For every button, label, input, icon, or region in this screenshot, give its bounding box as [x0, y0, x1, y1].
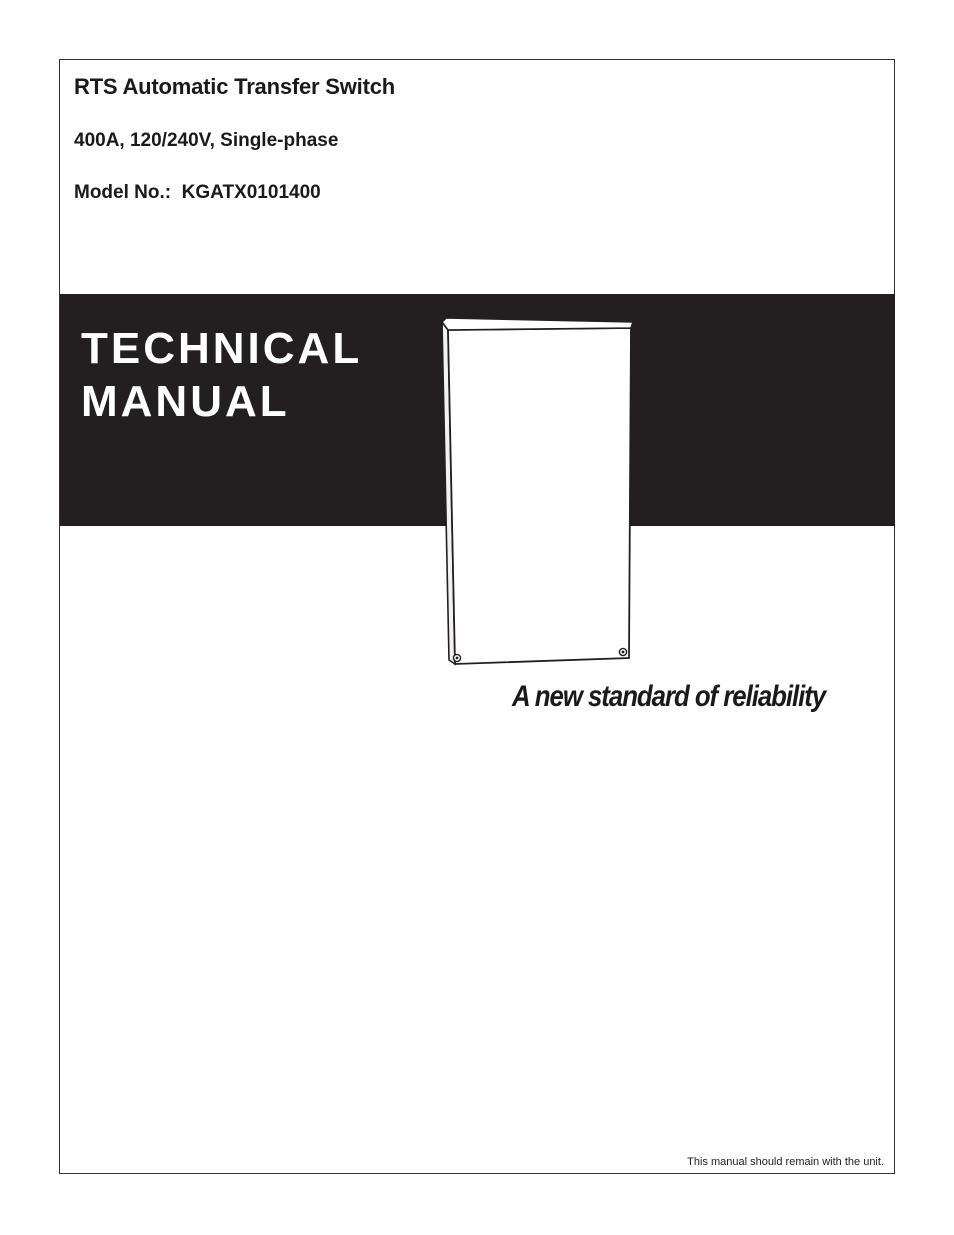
- product-title: RTS Automatic Transfer Switch: [74, 74, 395, 99]
- transfer-switch-cabinet-icon: [432, 312, 642, 674]
- manual-title-line-1: TECHNICAL: [81, 324, 363, 373]
- footer-note: This manual should remain with the unit.: [687, 1156, 884, 1168]
- product-spec: 400A, 120/240V, Single-phase: [74, 130, 339, 151]
- tagline: A new standard of reliability: [512, 680, 826, 713]
- manual-title: [81, 322, 362, 428]
- model-number: Model No.: KGATX0101400: [74, 182, 321, 203]
- manual-title-line-2: MANUAL: [81, 377, 290, 426]
